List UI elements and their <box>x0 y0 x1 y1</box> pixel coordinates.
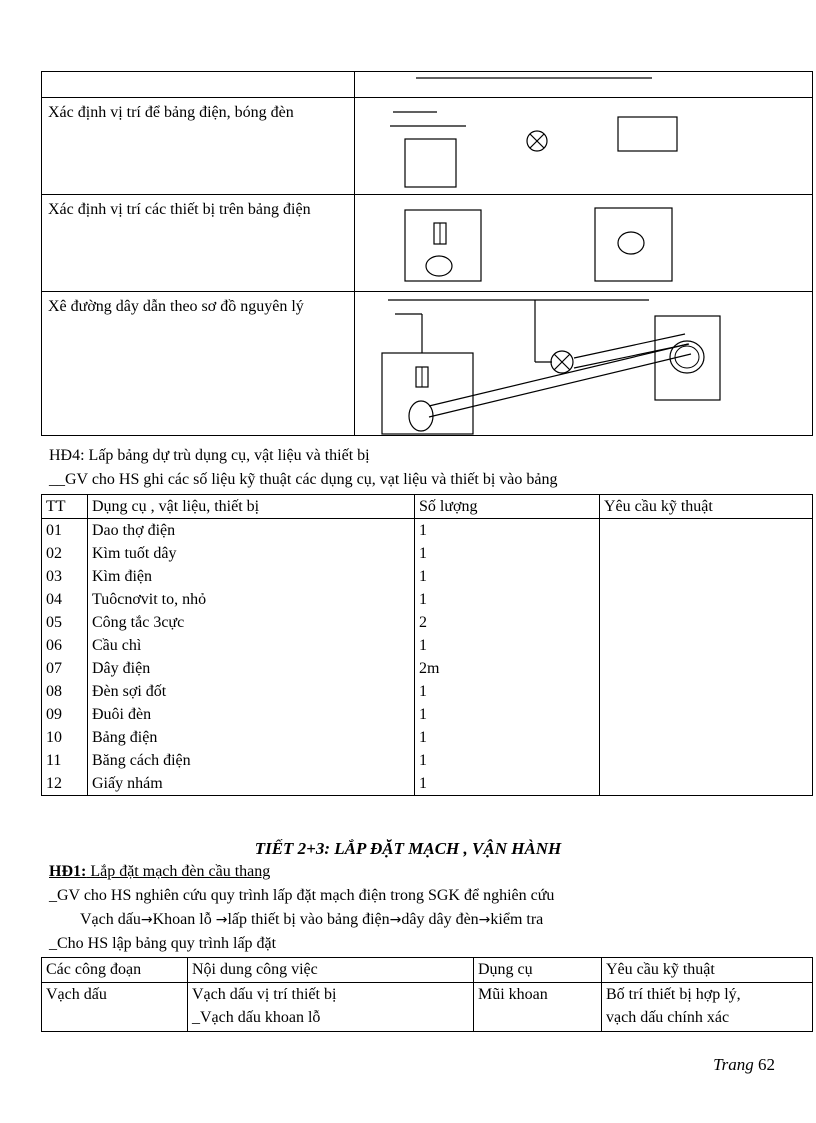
header-qty: Số lượng <box>415 495 600 519</box>
table-row <box>42 983 813 1032</box>
table-row: 05 Công tắc 3cực 2 <box>42 611 813 634</box>
table-row: 03 Kìm điện 1 <box>42 565 813 588</box>
device-layout-diagram <box>355 195 816 291</box>
position-diagram <box>355 98 816 194</box>
page-label: Trang <box>713 1055 754 1074</box>
lamp-symbol <box>527 131 547 151</box>
hd1-label: HĐ1: <box>49 863 87 880</box>
page-number: 62 <box>758 1055 775 1074</box>
table-row: 11 Băng cách điện 1 <box>42 749 813 772</box>
lamp-symbol <box>551 351 573 373</box>
header-item: Dụng cụ , vật liệu, thiết bị <box>88 495 415 519</box>
materials-table <box>41 494 813 796</box>
process-steps <box>80 911 543 929</box>
panel-board-shape <box>405 210 481 281</box>
table-row: 12 Giấy nhám 1 <box>42 772 813 796</box>
header-content: Nội dung công việc <box>188 958 474 983</box>
table-header-row <box>42 495 813 519</box>
wiring-diagram <box>355 292 816 435</box>
instruction-line-2: _Cho HS lập bảng quy trình lấp đặt <box>49 935 277 952</box>
table-row: 08 Đèn sợi đốt 1 <box>42 680 813 703</box>
arrow-right-icon: → <box>215 912 228 928</box>
header-requirement: Yêu cầu kỹ thuật <box>600 495 813 519</box>
step-2: Khoan lỗ <box>152 911 216 928</box>
step-1: Vạch dấu <box>80 911 141 928</box>
step-3: lấp thiết bị vào bảng điện <box>227 911 390 928</box>
diagram-row-1-label: Xác định vị trí để bảng điện, bóng đèn <box>42 98 355 195</box>
wire-line <box>574 334 685 358</box>
instruction-line: _GV cho HS nghiên cứu quy trình lấp đặt mạch điện trong SGK để nghiên cứu <box>49 887 555 904</box>
diagram-table <box>41 71 813 436</box>
table-row: 07 Dây điện 2m <box>42 657 813 680</box>
arrow-right-icon: → <box>389 912 402 928</box>
process-table <box>41 957 813 1032</box>
content-cell: Vạch dấu vị trí thiết bị _Vạch dấu khoan lỗ <box>188 983 474 1032</box>
fuse-symbol <box>426 256 452 276</box>
panel-board-shape <box>595 208 672 281</box>
section-title: TIẾT 2+3: LẮP ĐẶT MẠCH , VẬN HÀNH <box>254 839 562 858</box>
diagram-row-0-label <box>42 72 355 98</box>
arrow-right-icon: → <box>478 912 491 928</box>
table-row: 09 Đuôi đèn 1 <box>42 703 813 726</box>
hd4-title: HĐ4: Lấp bảng dự trù dụng cụ, vật liệu và thiết bị <box>49 447 370 464</box>
header-requirement: Yêu cầu kỹ thuật <box>602 958 813 983</box>
board-shape <box>618 117 677 151</box>
table-row: 10 Bảng điện 1 <box>42 726 813 749</box>
tool-cell: Mũi khoan <box>474 983 602 1032</box>
header-stage: Các công đoạn <box>42 958 188 983</box>
step-5: kiểm tra <box>490 911 544 928</box>
table-row: 06 Cầu chì 1 <box>42 634 813 657</box>
top-line-diagram <box>355 72 816 97</box>
step-4: dây dây đèn <box>401 911 479 928</box>
board-shape <box>655 316 720 400</box>
table-row: 02 Kìm tuốt dây 1 <box>42 542 813 565</box>
socket-symbol <box>618 232 644 254</box>
hd4-note: __GV cho HS ghi các số liệu kỹ thuật các dụng cụ, vạt liệu và thiết bị vào bảng <box>49 471 558 488</box>
panel-board-shape <box>382 353 473 434</box>
table-header-row <box>42 958 813 983</box>
header-tt: TT <box>42 495 88 519</box>
stage-cell: Vạch dấu <box>42 983 188 1032</box>
header-tool: Dụng cụ <box>474 958 602 983</box>
table-row: 04 Tuôcnơvit to, nhỏ 1 <box>42 588 813 611</box>
hd1-heading <box>49 863 270 881</box>
table-row: 01 Dao thợ điện 1 <box>42 519 813 543</box>
arrow-right-icon: → <box>140 912 153 928</box>
page-footer <box>713 1055 775 1075</box>
panel-board-shape <box>405 139 456 187</box>
diagram-row-2-label: Xác định vị trí các thiết bị trên bảng điện <box>42 195 355 292</box>
hd1-text: Lắp đặt mạch đèn cầu thang <box>86 863 271 880</box>
diagram-row-3-label: Xê đường dây dẫn theo sơ đồ nguyên lý <box>42 292 355 436</box>
requirement-cell: Bố trí thiết bị hợp lý, vạch dấu chính xác <box>602 983 813 1032</box>
